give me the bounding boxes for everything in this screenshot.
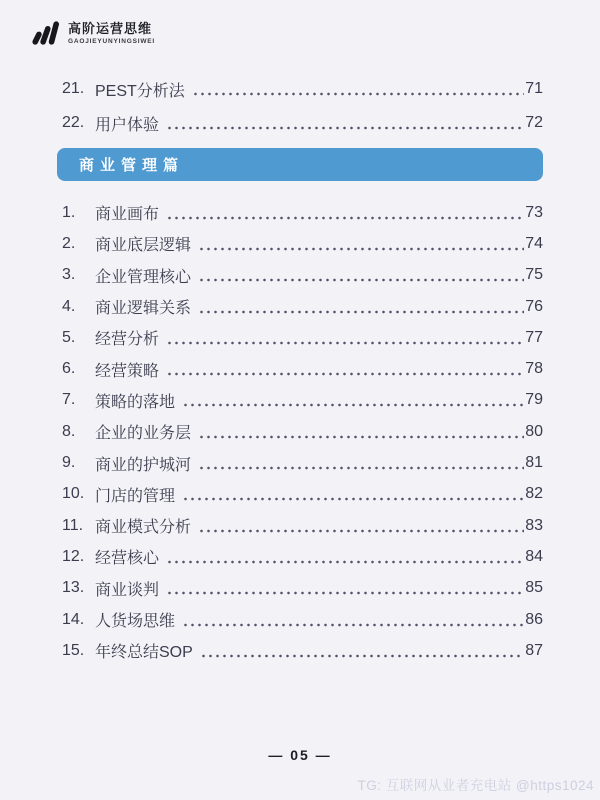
toc-item-page: 82 (525, 485, 543, 503)
toc-list-previous-section (62, 72, 543, 140)
toc-item-page: 76 (525, 297, 543, 315)
toc-item-title: 企业的业务层 (95, 425, 192, 443)
toc-item-title: 商业画布 (95, 206, 160, 224)
toc-item-page: 79 (525, 391, 543, 409)
toc-item-page: 72 (525, 114, 543, 131)
toc-item-page: 73 (525, 203, 543, 221)
toc-item-page: 75 (525, 266, 543, 284)
toc-row (62, 228, 543, 259)
toc-row (62, 510, 543, 541)
toc-item-number: 8. (62, 422, 76, 440)
toc-item-page: 74 (525, 234, 543, 252)
dot-leader (198, 529, 524, 533)
toc-item-number: 14. (62, 610, 85, 628)
toc-item-title: 经营核心 (95, 550, 160, 568)
toc-row (62, 72, 543, 106)
dot-leader (166, 126, 524, 130)
toc-item-number: 7. (62, 391, 76, 409)
brand-subtitle: GAOJIEYUNYINGSIWEI (68, 38, 155, 45)
toc-item-title: 商业的护城河 (95, 456, 192, 474)
toc-item-title: 商业底层逻辑 (95, 237, 192, 255)
toc-item-number: 3. (62, 266, 76, 284)
toc-item-page: 85 (525, 579, 543, 597)
toc-item-page: 81 (525, 454, 543, 472)
toc-item-title: 商业逻辑关系 (95, 300, 192, 318)
toc-item-title: 商业谈判 (95, 581, 160, 599)
dot-leader (198, 435, 524, 439)
toc-list-business-management (62, 197, 543, 666)
toc-item-page: 71 (525, 80, 543, 97)
brand-logo (30, 19, 155, 47)
watermark-text: TG: 互联网从业者充电站 @https1024 (357, 778, 594, 793)
dot-leader (198, 247, 524, 251)
toc-item-page: 87 (525, 641, 543, 659)
toc-item-number: 11. (62, 516, 84, 534)
toc-row (62, 322, 543, 353)
toc-row (62, 291, 543, 322)
toc-row (62, 106, 543, 140)
toc-row (62, 541, 543, 572)
toc-row (62, 604, 543, 635)
dot-leader (200, 654, 524, 658)
toc-item-title: 策略的落地 (95, 393, 176, 411)
dot-leader (166, 560, 524, 564)
brand-logo-icon (30, 19, 60, 47)
toc-item-title: 商业模式分析 (95, 519, 192, 537)
dot-leader (182, 403, 524, 407)
dot-leader (198, 278, 524, 282)
section-header (57, 148, 543, 181)
dot-leader (198, 310, 524, 314)
toc-row (62, 385, 543, 416)
toc-item-page: 77 (525, 328, 543, 346)
dot-leader (166, 591, 524, 595)
toc-item-number: 6. (62, 360, 76, 378)
dot-leader (166, 372, 524, 376)
toc-item-number: 5. (62, 328, 76, 346)
toc-row (62, 353, 543, 384)
toc-item-number: 2. (62, 234, 76, 252)
toc-item-page: 83 (525, 516, 543, 534)
section-title: 商业管理篇 (79, 157, 185, 174)
toc-item-number: 22. (62, 114, 85, 131)
dot-leader (166, 341, 524, 345)
toc-row (62, 573, 543, 604)
toc-row (62, 447, 543, 478)
toc-item-number: 1. (62, 203, 76, 221)
toc-item-title: 用户体验 (95, 116, 160, 134)
toc-item-title: 企业管理核心 (95, 268, 192, 286)
toc-item-title: 经营策略 (95, 362, 160, 380)
toc-item-page: 84 (525, 547, 543, 565)
toc-row (62, 479, 543, 510)
brand-name: 高阶运营思维 (68, 21, 153, 36)
toc-item-number: 4. (62, 297, 76, 315)
toc-row (62, 260, 543, 291)
toc-item-title: 年终总结SOP (95, 644, 193, 662)
toc-item-title: 经营分析 (95, 331, 160, 349)
toc-row (62, 416, 543, 447)
dot-leader (182, 623, 524, 627)
toc-item-number: 9. (62, 454, 76, 472)
toc-item-title: 人货场思维 (95, 613, 176, 630)
toc-item-title: 门店的管理 (95, 487, 176, 505)
toc-item-title: PEST分析法 (95, 82, 185, 100)
toc-item-page: 80 (525, 422, 543, 440)
dot-leader (192, 92, 524, 96)
page-number-indicator: — 05 — (268, 747, 332, 763)
brand-text-block (68, 21, 155, 45)
toc-row (62, 635, 543, 666)
toc-item-page: 78 (525, 360, 543, 378)
dot-leader (166, 216, 524, 220)
toc-item-number: 10. (62, 485, 85, 503)
toc-item-number: 21. (62, 80, 85, 97)
dot-leader (182, 497, 524, 501)
toc-row (62, 197, 543, 228)
dot-leader (198, 466, 524, 470)
toc-item-page: 86 (525, 610, 543, 628)
toc-item-number: 15. (62, 641, 85, 659)
toc-item-number: 12. (62, 547, 85, 565)
toc-item-number: 13. (62, 579, 85, 597)
